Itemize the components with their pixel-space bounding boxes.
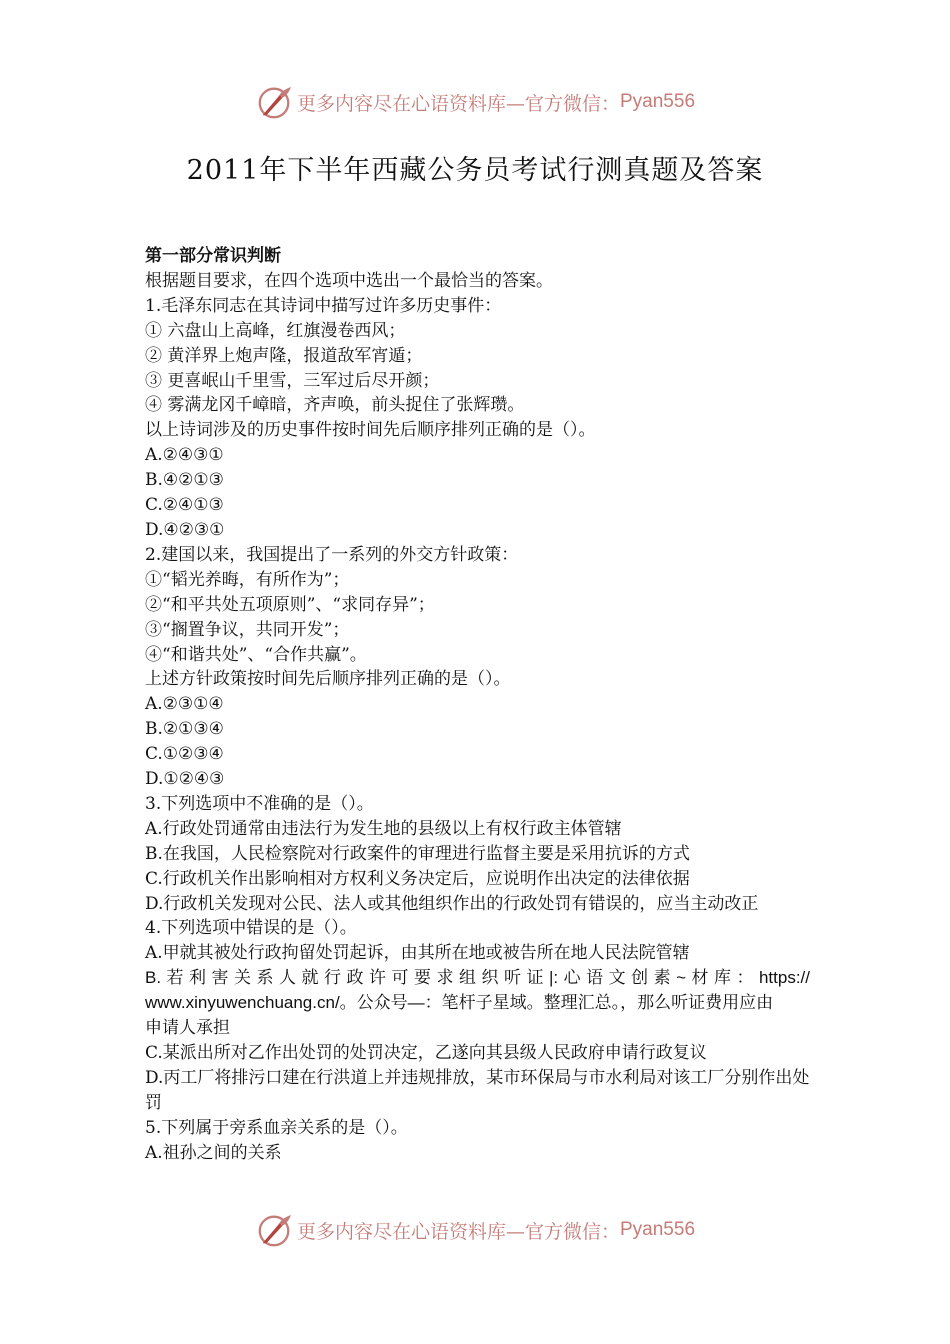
header-banner — [0, 80, 950, 124]
q1-item: ④ 雾满龙冈千嶂暗，齐声唤，前头捉住了张辉瓒。 — [145, 395, 525, 416]
q1-option-a: A.②④③① — [145, 445, 224, 466]
q1-option-b: B.④②①③ — [145, 470, 224, 491]
q4-option-c: C.某派出所对乙作出处罚的处罚决定，乙遂向其县级人民政府申请行政复议 — [145, 1043, 707, 1063]
q4-option-a: A.甲就其被处行政拘留处罚起诉，由其所在地或被告所在地人民法院管辖 — [145, 943, 690, 964]
document-title: 2011年下半年西藏公务员考试行测真题及答案 — [186, 155, 764, 186]
banner-text: 更多内容尽在心语资料库—官方微信： — [296, 92, 620, 115]
q4-stem: 4.下列选项中错误的是（）。 — [145, 918, 357, 939]
q1-option-c: C.②④①③ — [145, 495, 224, 516]
q5-stem: 5.下列属于旁系血亲关系的是（）。 — [145, 1117, 408, 1138]
q2-question: 上述方针政策按时间先后顺序排列正确的是（）。 — [145, 669, 511, 690]
q2-option-b: B.②①③④ — [145, 719, 224, 740]
banner-wechat-handle: Pyan556 — [620, 1219, 696, 1240]
q4-option-d: D.丙工厂将排污口建在行洪道上并违规排放，某市环保局与市水利局对该工厂分别作出处罚 — [145, 1067, 810, 1113]
q1-option-d: D.④②③① — [145, 519, 225, 540]
banner-text: 更多内容尽在心语资料库—官方微信： — [296, 1220, 620, 1243]
section-heading: 第一部分常识判断 — [145, 246, 281, 266]
q3-option-b: B.在我国，人民检察院对行政案件的审理进行监督主要是采用抗诉的方式 — [145, 843, 690, 864]
q1-stem: 1.毛泽东同志在其诗词中描写过许多历史事件： — [145, 295, 502, 316]
q3-option-a: A.行政处罚通常由违法行为发生地的县级以上有权行政主体管辖 — [145, 818, 622, 839]
q3-stem: 3.下列选项中不准确的是（）。 — [145, 793, 374, 814]
q1-question: 以上诗词涉及的历史事件按时间先后顺序排列正确的是（）。 — [145, 420, 596, 441]
banner-wechat-handle: Pyan556 — [620, 91, 696, 112]
section-instruction: 根据题目要求，在四个选项中选出一个最恰当的答案。 — [145, 270, 553, 291]
q2-item: ③“搁置争议，共同开发”； — [145, 619, 350, 640]
q3-option-c: C.行政机关作出影响相对方权利义务决定后，应说明作出决定的法律依据 — [145, 868, 690, 889]
q4-option-b-line-2: www.xinyuwenchuang.cn/。公众号—：笔杆子星域。整理汇总。，那么听证费用应由 — [145, 993, 774, 1013]
q2-option-a: A.②③①④ — [145, 694, 224, 715]
q2-item: ②“和平共处五项原则”、“求同存异”； — [145, 594, 435, 615]
q2-stem: 2.建国以来，我国提出了一系列的外交方针政策： — [145, 544, 519, 565]
q2-item: ①“韬光养晦，有所作为”； — [145, 569, 350, 590]
q1-item: ② 黄洋界上炮声隆，报道敌军宵遁； — [145, 345, 423, 366]
q2-item: ④“和谐共处”、“合作共赢”。 — [145, 644, 367, 665]
q2-option-c: C.①②③④ — [145, 744, 224, 765]
q1-item: ③ 更喜岷山千里雪，三军过后尽开颜； — [145, 370, 440, 391]
quill-logo-icon — [255, 83, 293, 121]
quill-logo-icon — [255, 1211, 293, 1249]
document-body — [145, 244, 810, 1166]
footer-banner — [0, 1208, 950, 1252]
q3-option-d: D.行政机关发现对公民、法人或其他组织作出的行政处罚有错误的，应当主动改正 — [145, 893, 759, 914]
q5-option-a: A.祖孙之间的关系 — [145, 1142, 282, 1163]
q4-option-b-line-1: B.若利害关系人就行政许可要求组织听证|:心语文创素~材库：https:// — [145, 968, 810, 988]
q2-option-d: D.①②④③ — [145, 769, 225, 790]
q1-item: ① 六盘山上高峰，红旗漫卷西风； — [145, 320, 406, 341]
q4-option-b-line-3: 申请人承担 — [145, 1018, 230, 1038]
